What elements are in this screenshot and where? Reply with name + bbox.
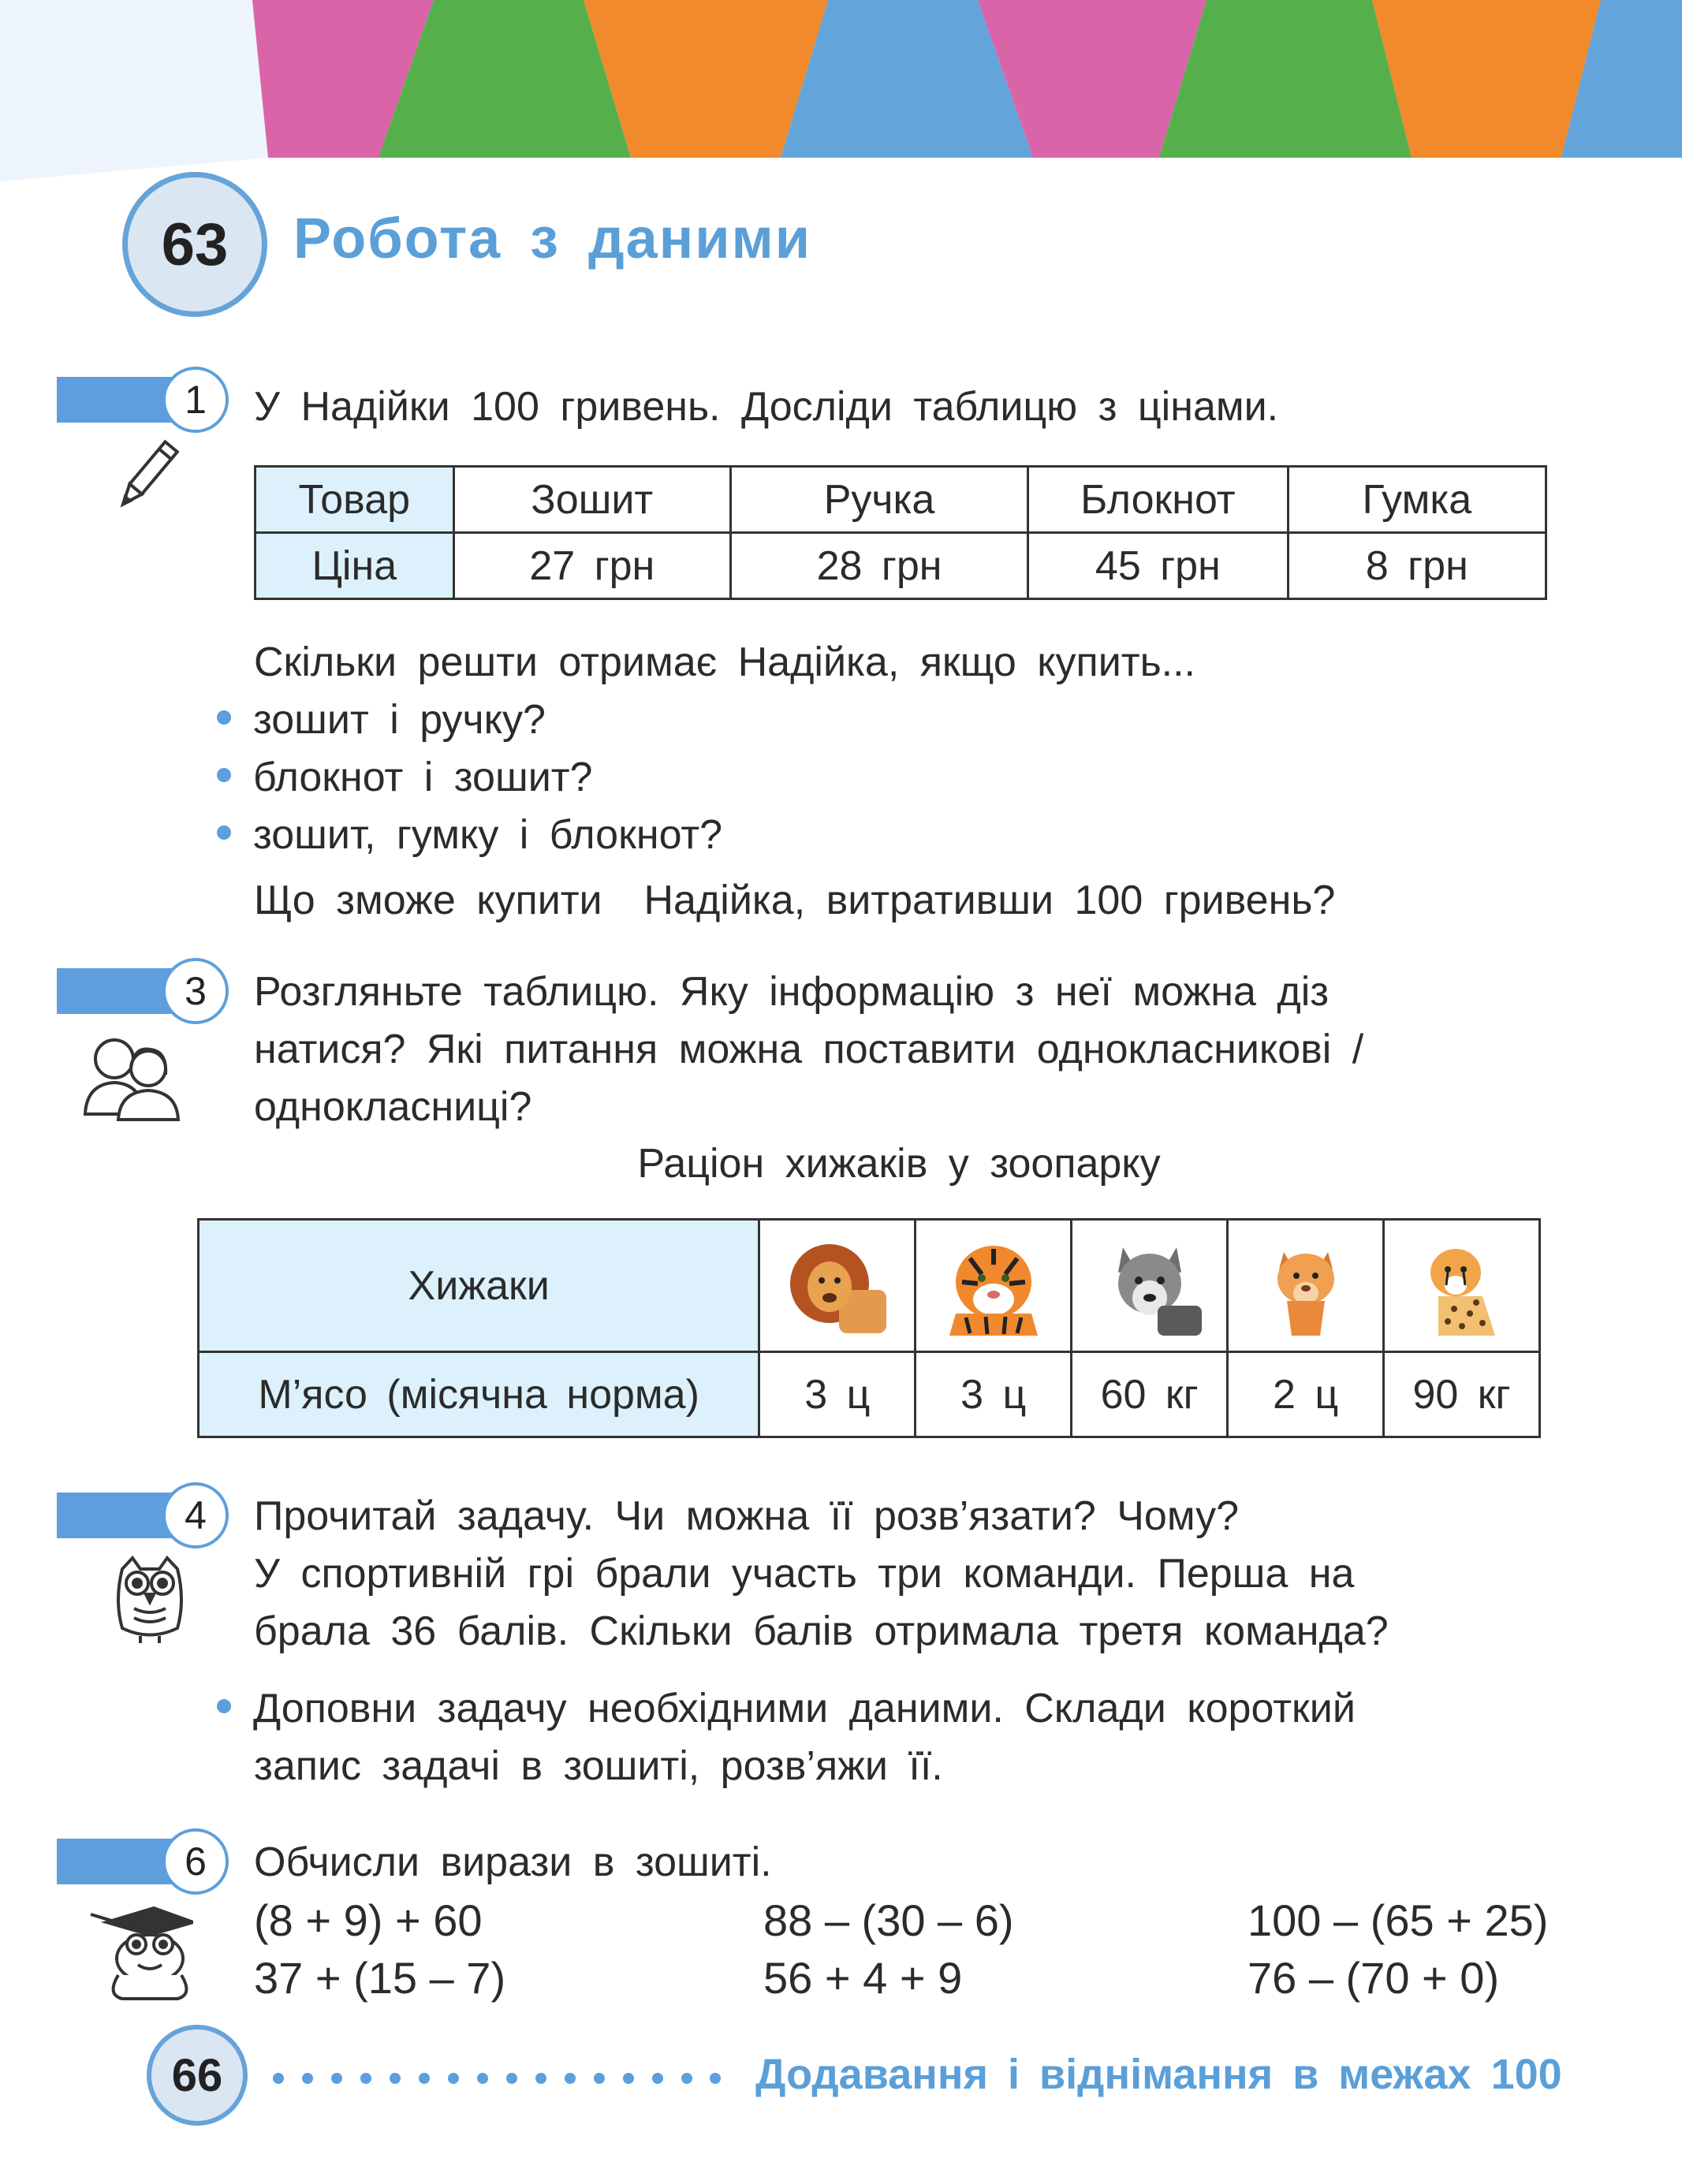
exercise-3-line-2: натися? Які питання можна поставити однокласникові / xyxy=(254,1027,1364,1072)
exercise-3-line-3: однокласниці? xyxy=(254,1084,532,1130)
price-table-price: 8 грн xyxy=(1288,533,1546,599)
bullet-text: зошит, гумку і блокнот? xyxy=(253,812,723,858)
exercise-4-line-1: Прочитай задачу. Чи можна її розв’язати? Чому? xyxy=(254,1493,1240,1539)
price-table-row-prices xyxy=(255,533,1546,599)
zoo-table-header-meat: М’ясо (місячна норма) xyxy=(199,1352,759,1437)
zoo-table-animal-cell xyxy=(916,1220,1072,1352)
price-table-item: Блокнот xyxy=(1028,467,1289,533)
pair-work-icon xyxy=(79,1029,181,1124)
exercise-1-bullet xyxy=(217,807,722,863)
price-table-price: 28 грн xyxy=(730,533,1027,599)
zoo-table-meat-value: 60 кг xyxy=(1072,1352,1228,1437)
zoo-table-meat-value: 90 кг xyxy=(1384,1352,1540,1437)
price-table-item: Зошит xyxy=(453,467,730,533)
expression: 37 + (15 – 7) xyxy=(254,1953,506,2003)
footer-section-title: Додавання і віднімання в межах 100 xyxy=(755,2051,1562,2098)
exercise-1-final-question: Що зможе купити Надійка, витративши 100 гривень? xyxy=(254,878,1336,923)
cheetah-icon xyxy=(1407,1235,1517,1337)
bullet-text: зошит і ручку? xyxy=(253,697,546,743)
zoo-table-animal-cell xyxy=(1072,1220,1228,1352)
zoo-table-animal-cell xyxy=(759,1220,916,1352)
price-table-row-items xyxy=(255,467,1546,533)
price-table-header-item: Товар xyxy=(255,467,454,533)
frog-graduate-icon xyxy=(75,1900,193,2003)
price-table-item: Ручка xyxy=(730,467,1027,533)
exercise-1-bullet xyxy=(217,749,592,806)
exercise-4-bullet-continuation: запис задачі в зошиті, розв’яжи її. xyxy=(254,1743,943,1789)
zoo-table-animal-cell xyxy=(1384,1220,1540,1352)
lesson-number-badge: 63 xyxy=(122,172,267,317)
exercise-4-bullet xyxy=(217,1680,1356,1737)
exercise-6-intro: Обчисли вирази в зошиті. xyxy=(254,1839,772,1885)
exercise-3-number: 3 xyxy=(162,958,229,1024)
expression: 76 – (70 + 0) xyxy=(1248,1953,1500,2003)
owl-icon xyxy=(110,1553,189,1644)
footer-dots-divider xyxy=(272,2072,722,2085)
price-table-price: 45 грн xyxy=(1028,533,1289,599)
exercise-6-number: 6 xyxy=(162,1828,229,1895)
exercise-1-intro: У Надійки 100 гривень. Досліди таблицю з цінами. xyxy=(254,384,1279,430)
zoo-table-row-animals xyxy=(199,1220,1540,1352)
zoo-diet-table xyxy=(197,1218,1541,1438)
bullet-dot xyxy=(217,1699,231,1713)
zoo-table-header-animals: Хижаки xyxy=(199,1220,759,1352)
page-number-badge: 66 xyxy=(147,2025,248,2126)
zoo-table-animal-cell xyxy=(1228,1220,1384,1352)
expression: 56 + 4 + 9 xyxy=(763,1953,963,2003)
price-table xyxy=(254,465,1547,600)
wolf-icon xyxy=(1095,1235,1205,1337)
expression: 88 – (30 – 6) xyxy=(763,1895,1014,1945)
lion-icon xyxy=(782,1235,893,1337)
exercise-1-number: 1 xyxy=(162,367,229,433)
bullet-dot xyxy=(217,826,231,840)
bullet-dot xyxy=(217,768,231,782)
zoo-table-meat-value: 3 ц xyxy=(759,1352,916,1437)
zoo-table-row-meat xyxy=(199,1352,1540,1437)
pencil-icon xyxy=(106,438,185,516)
bullet-text: блокнот і зошит? xyxy=(253,755,593,800)
puma-icon xyxy=(1251,1235,1361,1337)
zoo-table-title: Раціон хижаків у зоопарку xyxy=(637,1141,1161,1187)
exercise-4-number: 4 xyxy=(162,1482,229,1549)
exercise-3-line-1: Розгляньте таблицю. Яку інформацію з неї можна діз xyxy=(254,969,1330,1015)
expression: (8 + 9) + 60 xyxy=(254,1895,483,1945)
tiger-icon xyxy=(938,1235,1049,1337)
exercise-1-bullet xyxy=(217,691,546,748)
zoo-table-meat-value: 2 ц xyxy=(1228,1352,1384,1437)
exercise-1-question: Скільки решти отримає Надійка, якщо купить... xyxy=(254,639,1195,685)
bullet-dot xyxy=(217,710,231,725)
price-table-item: Гумка xyxy=(1288,467,1546,533)
price-table-header-price: Ціна xyxy=(255,533,454,599)
exercise-4-line-3: брала 36 балів. Скільки балів отримала третя команда? xyxy=(254,1608,1389,1654)
expression: 100 – (65 + 25) xyxy=(1248,1895,1549,1945)
bullet-text: Доповни задачу необхідними даними. Склади короткий xyxy=(253,1686,1356,1731)
lesson-title: Робота з даними xyxy=(293,207,811,270)
price-table-price: 27 грн xyxy=(453,533,730,599)
zoo-table-meat-value: 3 ц xyxy=(916,1352,1072,1437)
exercise-4-line-2: У спортивній грі брали участь три команди. Перша на xyxy=(254,1551,1355,1597)
